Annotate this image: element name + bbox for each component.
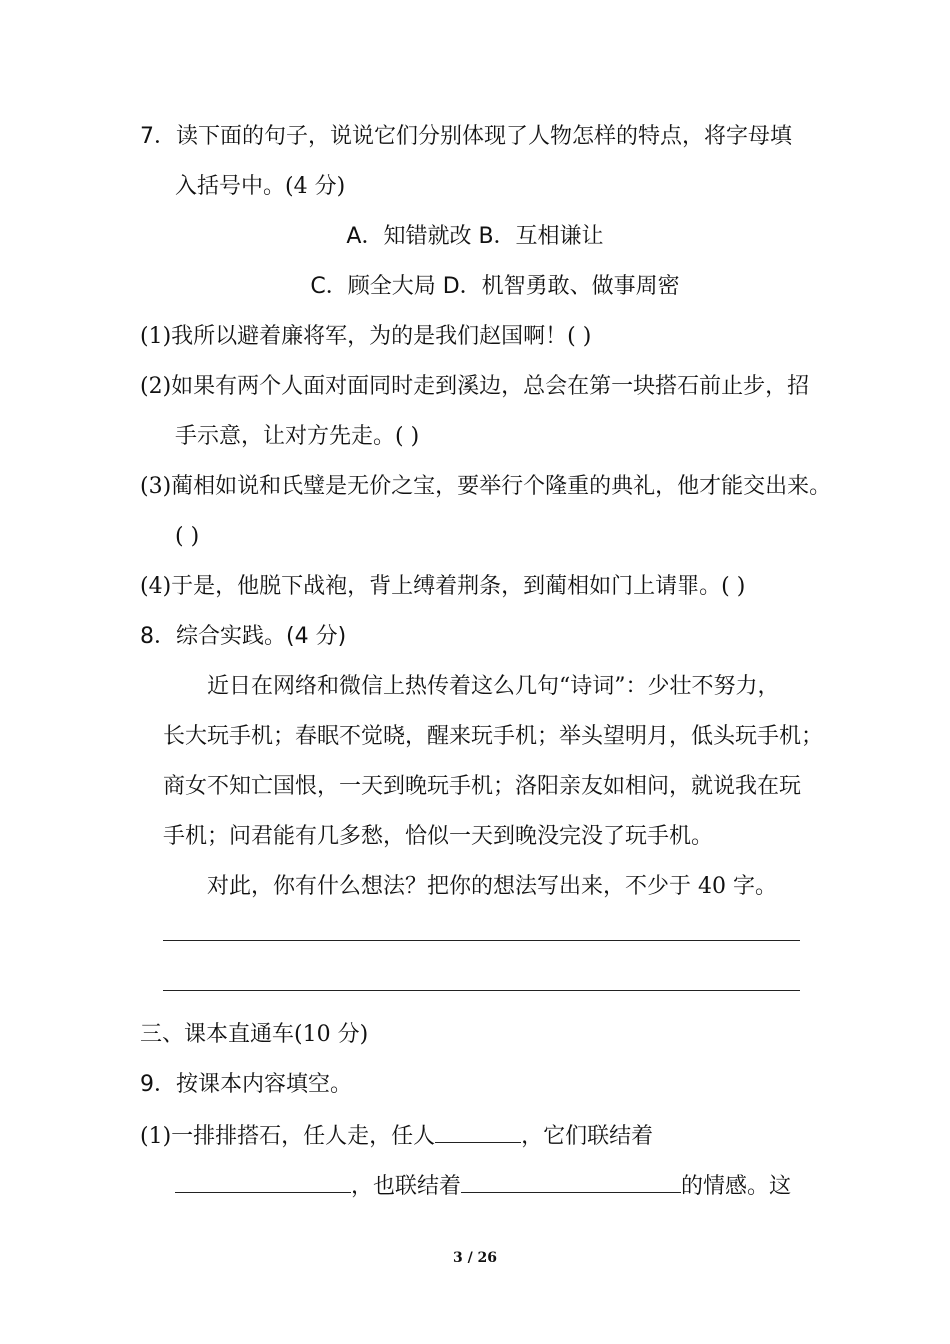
q7-item1: (1)我所以避着廉将军，为的是我们赵国啊！( ) — [140, 324, 592, 349]
q7-item4: (4)于是，他脱下战袍，背上缚着荆条，到蔺相如门上请罪。( ) — [140, 574, 746, 599]
fill-blank-2[interactable] — [175, 1170, 351, 1193]
q7-line2: 入括号中。(4 分) — [175, 174, 346, 199]
answer-line-1[interactable] — [163, 940, 800, 941]
q7-item2-line2: 手示意，让对方先走。( ) — [175, 424, 420, 449]
page-number: 3 / 26 — [452, 1250, 498, 1266]
q8-title: 8．综合实践。(4 分) — [140, 624, 347, 649]
q7-item2-line1: (2)如果有两个人面对面同时走到溪边，总会在第一块搭石前止步，招 — [140, 374, 810, 399]
q9-item1-text-a: (1)一排排搭石，任人走，任人 — [140, 1124, 436, 1149]
q8-paragraph-line4: 手机；问君能有几多愁，恰似一天到晚没完没了玩手机。 — [163, 824, 714, 849]
q9-item1-text-d: 的情感。这 — [681, 1174, 792, 1199]
q7-options-line1: A．知错就改 B．互相谦让 — [346, 224, 604, 249]
fill-blank-3[interactable] — [461, 1170, 681, 1193]
answer-line-2[interactable] — [163, 990, 800, 991]
q9-item1-text-b: ，它们联结着 — [521, 1124, 654, 1149]
q7-line1: 7．读下面的句子，说说它们分别体现了人物怎样的特点，将字母填 — [140, 124, 792, 149]
q8-paragraph-line2: 长大玩手机；春眠不觉晓，醒来玩手机；举头望明月，低头玩手机； — [163, 724, 824, 749]
q8-paragraph-line1: 近日在网络和微信上热传着这么几句“诗词”：少壮不努力， — [207, 674, 780, 699]
q8-prompt: 对此，你有什么想法？把你的想法写出来，不少于 40 字。 — [207, 874, 777, 899]
q9-item1-text-c: ，也联结着 — [351, 1174, 462, 1199]
q9-item1-line1 — [140, 1120, 653, 1152]
q9-title: 9．按课本内容填空。 — [140, 1072, 352, 1097]
q8-paragraph-line3: 商女不知亡国恨，一天到晚玩手机；洛阳亲友如相问，就说我在玩 — [163, 774, 802, 799]
fill-blank-1[interactable] — [435, 1120, 521, 1143]
section3-title: 三、课本直通车(10 分) — [140, 1022, 369, 1047]
q7-item3-line2: ( ) — [175, 524, 200, 549]
q9-item1-line2 — [175, 1170, 791, 1202]
q7-item3-line1: (3)蔺相如说和氏璧是无价之宝，要举行个隆重的典礼，他才能交出来。 — [140, 474, 832, 499]
q7-options-line2: C．顾全大局 D．机智勇敢、做事周密 — [310, 274, 680, 299]
